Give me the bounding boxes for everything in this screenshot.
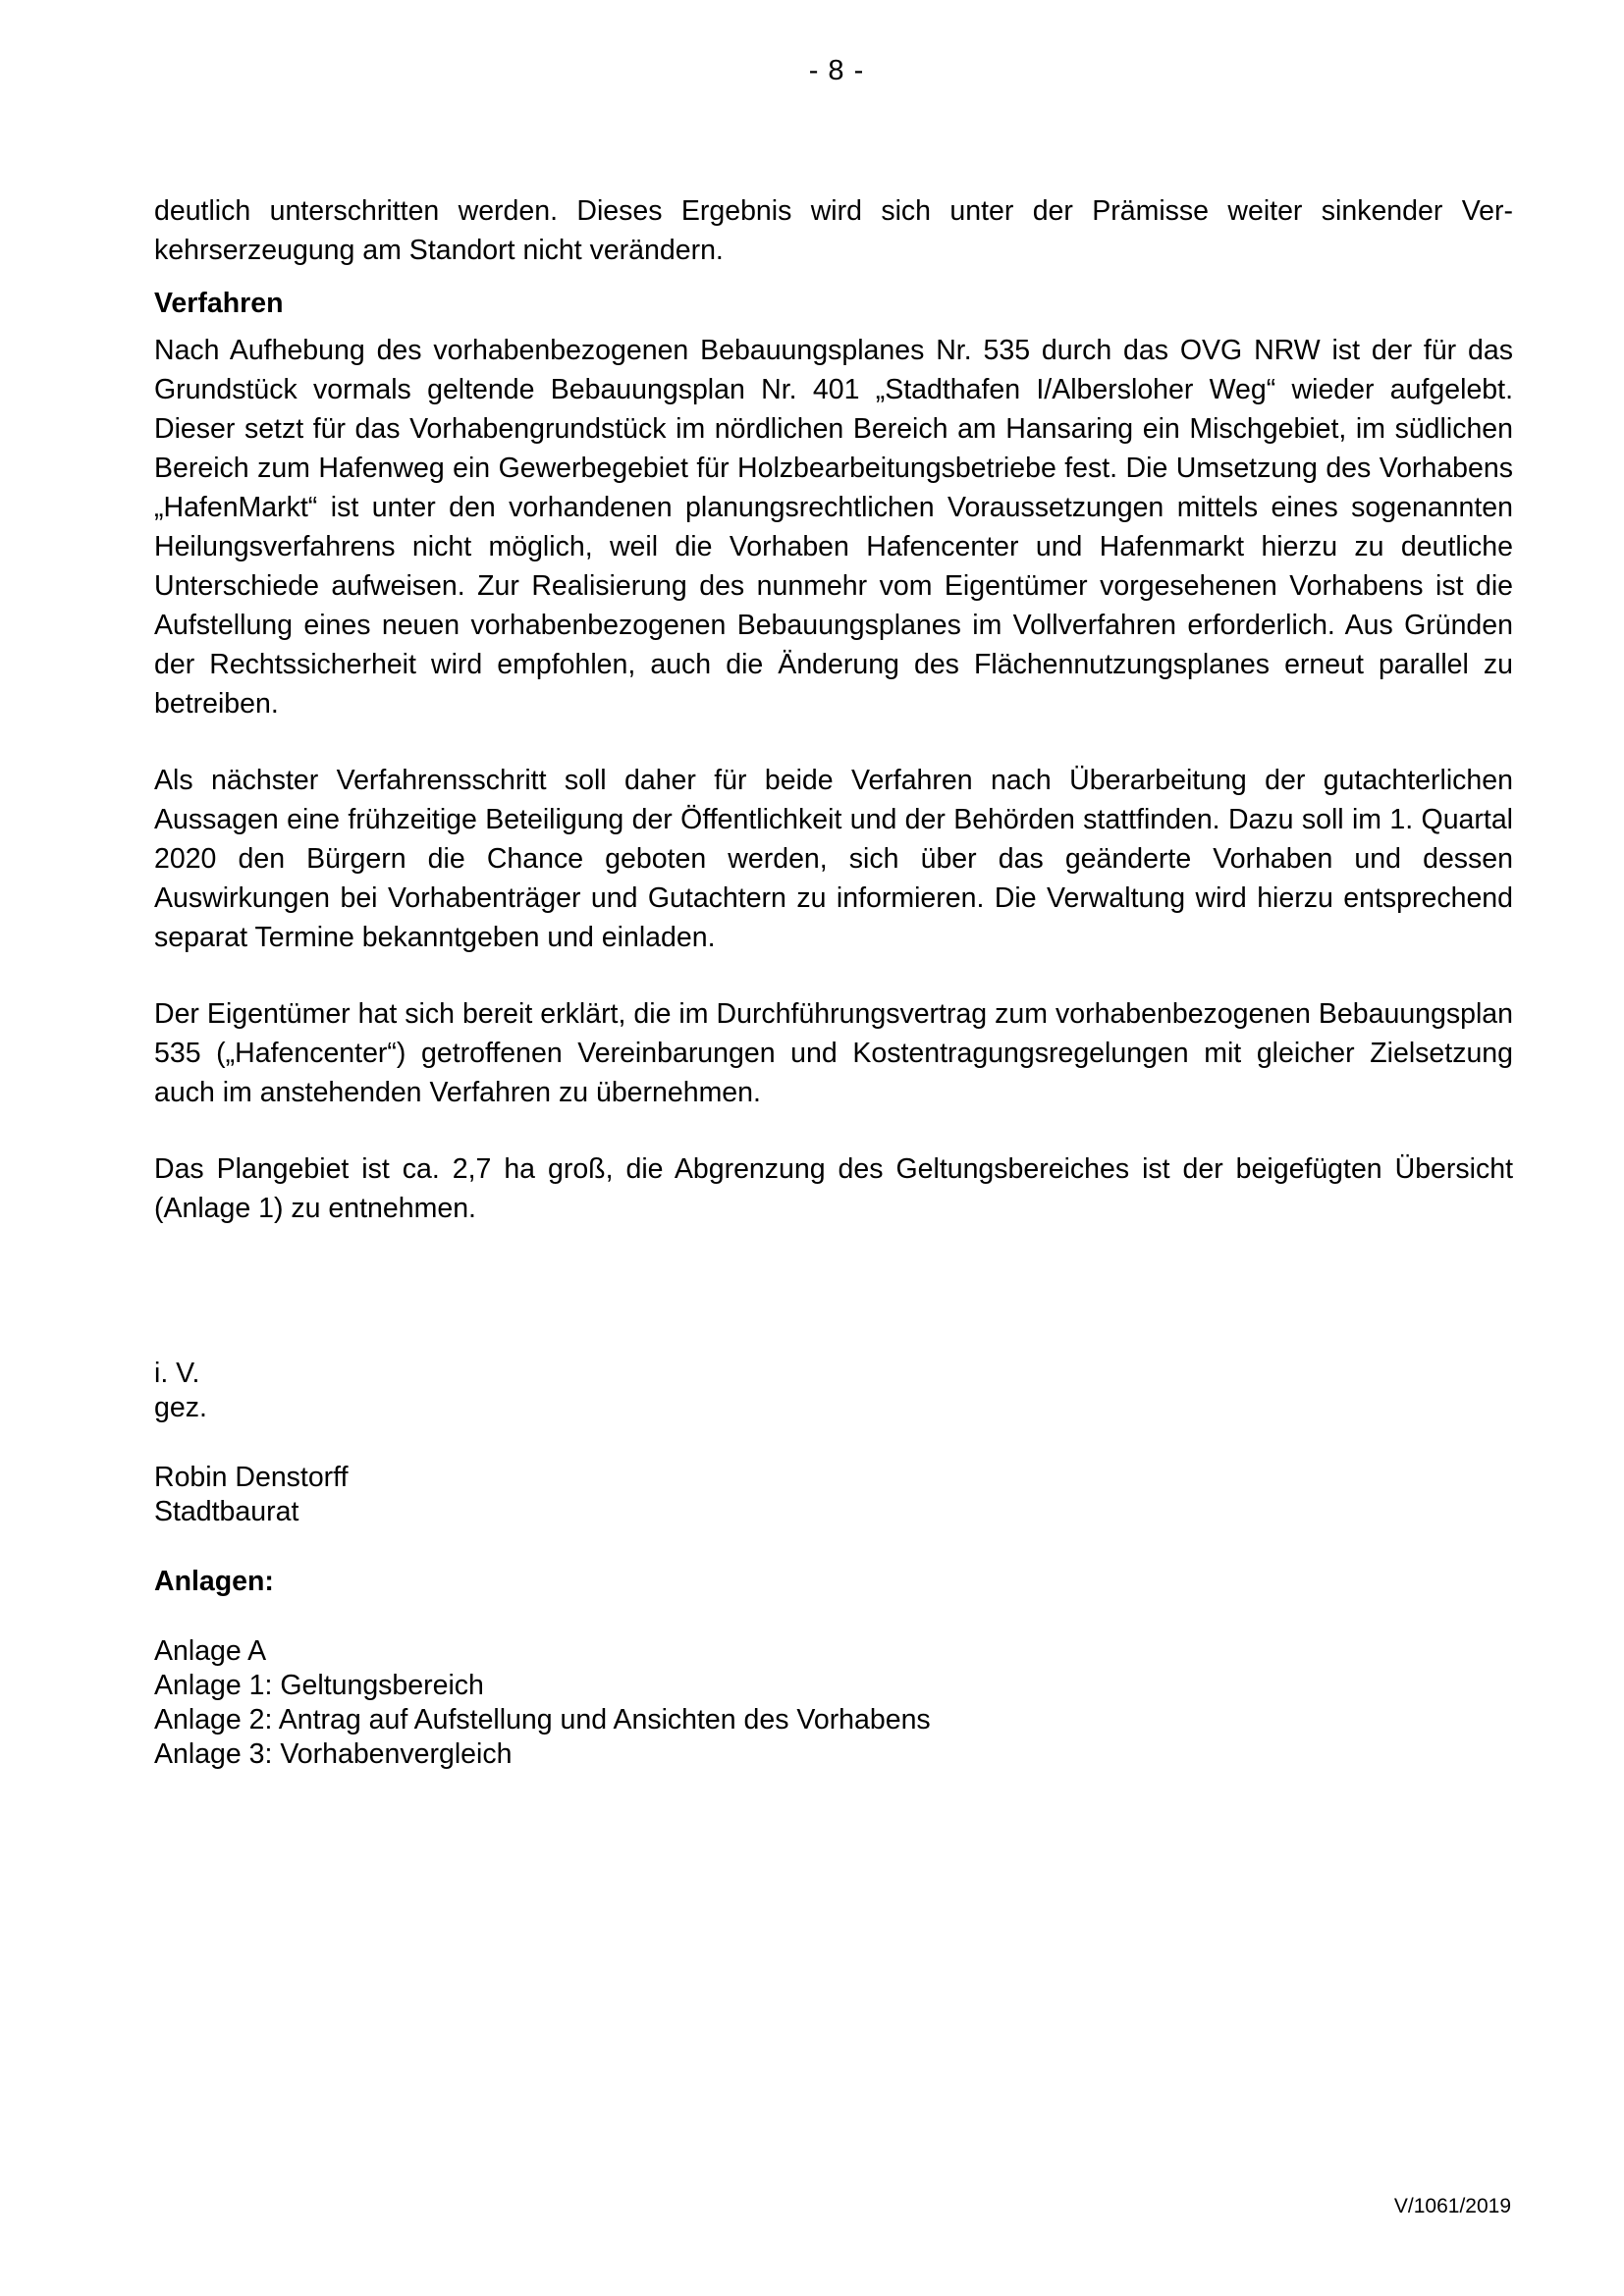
attachment-item: Anlage A	[154, 1635, 267, 1667]
paragraph-owner-agreement: Der Eigentümer hat sich bereit erklärt, die im Durchführungsvertrag zum vorhabenbezogenen Bebauungsplan 535 („Hafencenter“) getroffenen Vereinbarungen und Kostentragungsregelungen mit gleicher Zielsetzung auch im anstehenden Verfahren zu übernehmen.	[154, 998, 1513, 1108]
signature-proxy: i. V.	[154, 1358, 200, 1389]
intro-paragraph: deutlich unterschritten werden. Dieses Ergebnis wird sich unter der Prämisse weiter sinkender Verkehrserzeugung am Standort nicht verändern.	[154, 195, 1513, 266]
attachment-item: Anlage 1: Geltungsbereich	[154, 1670, 484, 1701]
document-body	[154, 191, 1513, 1265]
section-heading: Verfahren	[154, 288, 284, 319]
document-reference: V/1061/2019	[1393, 2195, 1511, 2217]
attachment-item: Anlage 3: Vorhabenvergleich	[154, 1738, 513, 1770]
paragraph-plan-area: Das Plangebiet ist ca. 2,7 ha groß, die Abgrenzung des Geltungsbereiches ist der beigefügten Übersicht (Anlage 1) zu entnehmen.	[154, 1153, 1513, 1224]
attachments-heading: Anlagen:	[154, 1566, 274, 1597]
signatory-title: Stadtbaurat	[154, 1496, 299, 1527]
page-number: - 8 -	[808, 55, 865, 86]
paragraph-procedure: Nach Aufhebung des vorhabenbezogenen Bebauungsplanes Nr. 535 durch das OVG NRW ist der für das Grundstück vormals geltende Bebauungsplan Nr. 401 „Stadthafen I/Albersloher Weg“ wieder aufgelebt. Dieser setzt für das Vorhabengrundstück im nördlichen Bereich am Hansaring ein Mischgebiet, im südlichen Bereich zum Hafenweg ein Gewerbegebiet für Holzbearbeitungsbetriebe fest. Die Umsetzung des Vorhabens „HafenMarkt“ ist unter den vorhandenen planungsrechtlichen Voraussetzungen mittels eines sogenannten Heilungsverfahrens nicht möglich, weil die Vorhaben Hafencenter und Hafenmarkt hierzu zu deutliche Unterschiede aufweisen. Zur Realisierung des nunmehr vom Eigentümer vorgesehenen Vorhabens ist die Aufstellung eines neuen vorhabenbezogenen Bebauungsplanes im Vollverfahren erforderlich. Aus Gründen der Rechtssicherheit wird empfohlen, auch die Änderung des Flächennutzungsplanes erneut parallel zu betreiben.	[154, 335, 1513, 720]
signatory-name: Robin Denstorff	[154, 1462, 349, 1493]
signature-block	[154, 1357, 931, 1772]
attachment-item: Anlage 2: Antrag auf Aufstellung und Ansichten des Vorhabens	[154, 1704, 931, 1735]
signature-signed: gez.	[154, 1392, 207, 1423]
paragraph-next-step: Als nächster Verfahrensschritt soll daher für beide Verfahren nach Überarbeitung der gutachterlichen Aussagen eine frühzeitige Beteiligung der Öffentlichkeit und der Behörden stattfinden. Dazu soll im 1. Quartal 2020 den Bürgern die Chance geboten werden, sich über das geänderte Vorhaben und dessen Auswirkungen bei Vorhabenträger und Gutachtern zu informieren. Die Verwaltung wird hierzu entsprechend separat Termine bekanntgeben und einladen.	[154, 765, 1513, 953]
